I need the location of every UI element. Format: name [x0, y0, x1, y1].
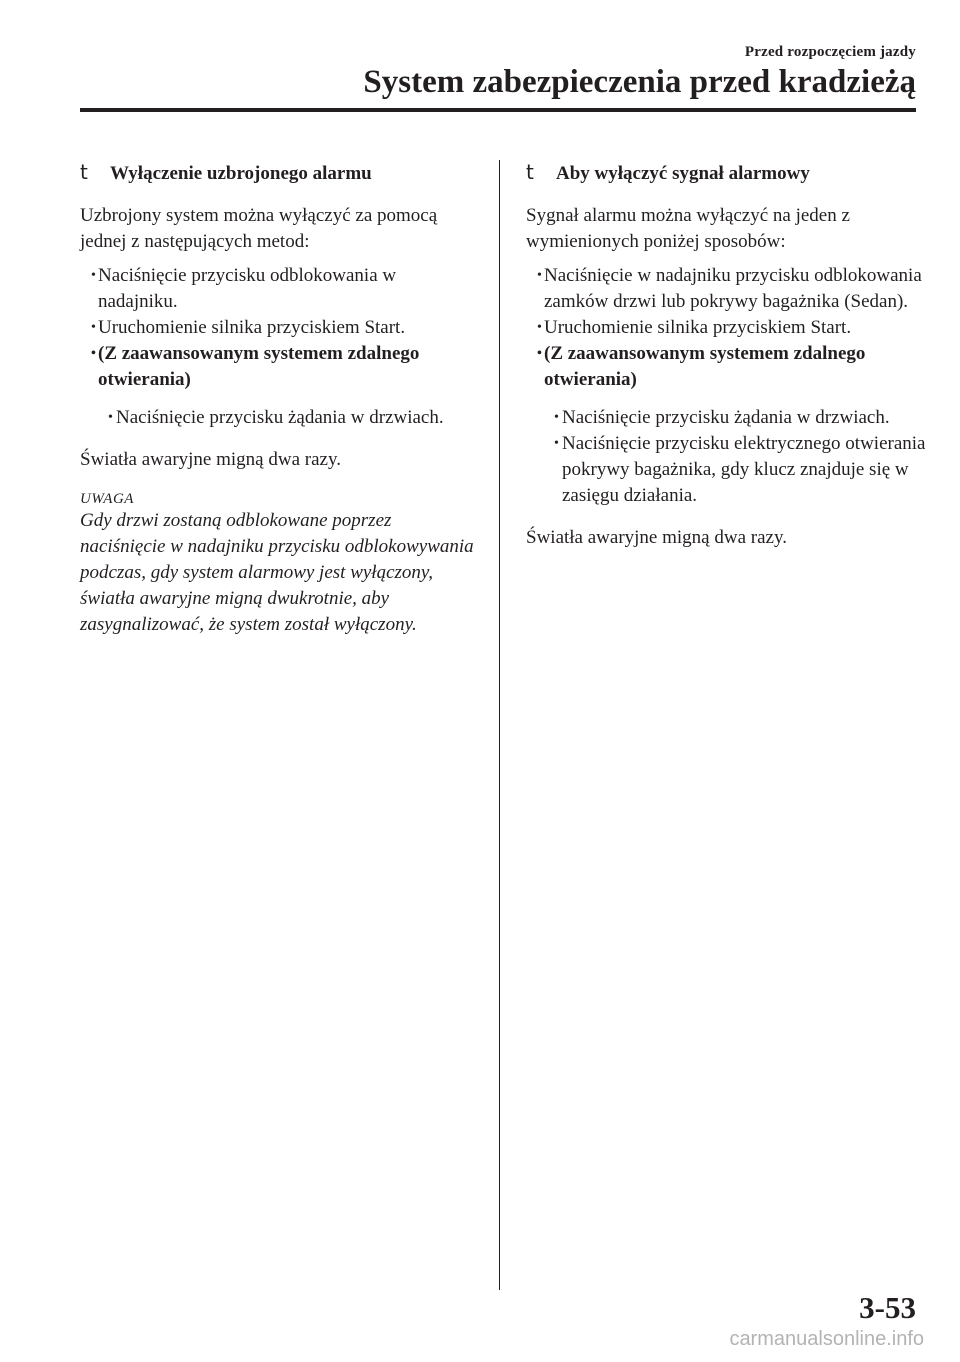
right-column: [526, 160, 926, 551]
list-item: • Naciśnięcie przycisku elektrycznego otwierania pokrywy bagażnika, gdy klucz znajduje się w zasięgu działania.: [554, 433, 926, 506]
left-bullet-list: [80, 263, 480, 393]
left-intro: Uzbrojony system można wyłączyć za pomocą jednej z następujących metod:: [80, 205, 438, 252]
section-marker-icon: t: [526, 160, 534, 184]
right-heading-text: Aby wyłączyć sygnał alarmowy: [556, 163, 810, 184]
list-item: • (Z zaawansowanym systemem zdalnego otwierania): [537, 343, 866, 390]
left-section-heading: [80, 160, 480, 185]
right-intro: Sygnał alarmu można wyłączyć na jeden z wymienionych poniżej sposobów:: [526, 205, 850, 252]
list-item: • (Z zaawansowanym systemem zdalnego otwierania): [91, 343, 420, 390]
page-number: 3-53: [859, 1290, 916, 1325]
right-bullet-list: [526, 263, 926, 393]
right-sub-list: [526, 405, 926, 509]
left-result-text: Światła awaryjne migną dwa razy.: [80, 449, 341, 470]
left-heading-text: Wyłączenie uzbrojonego alarmu: [110, 163, 372, 184]
header-rule: [80, 108, 916, 112]
column-divider: [499, 160, 500, 1290]
list-item: • Naciśnięcie przycisku żądania w drzwiach.: [554, 407, 890, 428]
right-result-text: Światła awaryjne migną dwa razy.: [526, 527, 787, 548]
left-column: [80, 160, 480, 638]
list-item: • Naciśnięcie w nadajniku przycisku odblokowania zamków drzwi lub pokrywy bagażnika (Sedan).: [537, 265, 922, 312]
list-item: • Uruchomienie silnika przyciskiem Start.: [537, 317, 852, 338]
note-text: Gdy drzwi zostaną odblokowane poprzez naciśnięcie w nadajniku przycisku odblokowywania podczas, gdy system alarmowy jest wyłączony, światła awaryjne migną dwukrotnie, aby zasygnalizować, że system został wyłączony.: [80, 510, 474, 635]
list-item: • Uruchomienie silnika przyciskiem Start.: [91, 317, 406, 338]
page-title: System zabezpieczenia przed kradzieżą: [363, 64, 916, 100]
right-section-heading: [526, 160, 926, 185]
list-item: • Naciśnięcie przycisku odblokowania w nadajniku.: [91, 265, 397, 312]
note-label: UWAGA: [80, 491, 134, 507]
list-item: • Naciśnięcie przycisku żądania w drzwiach.: [108, 407, 444, 428]
section-title: Przed rozpoczęciem jazdy: [744, 44, 916, 60]
watermark: carmanualsonline.info: [729, 1328, 924, 1350]
section-marker-icon: t: [80, 160, 88, 184]
left-sub-list: [80, 405, 480, 431]
